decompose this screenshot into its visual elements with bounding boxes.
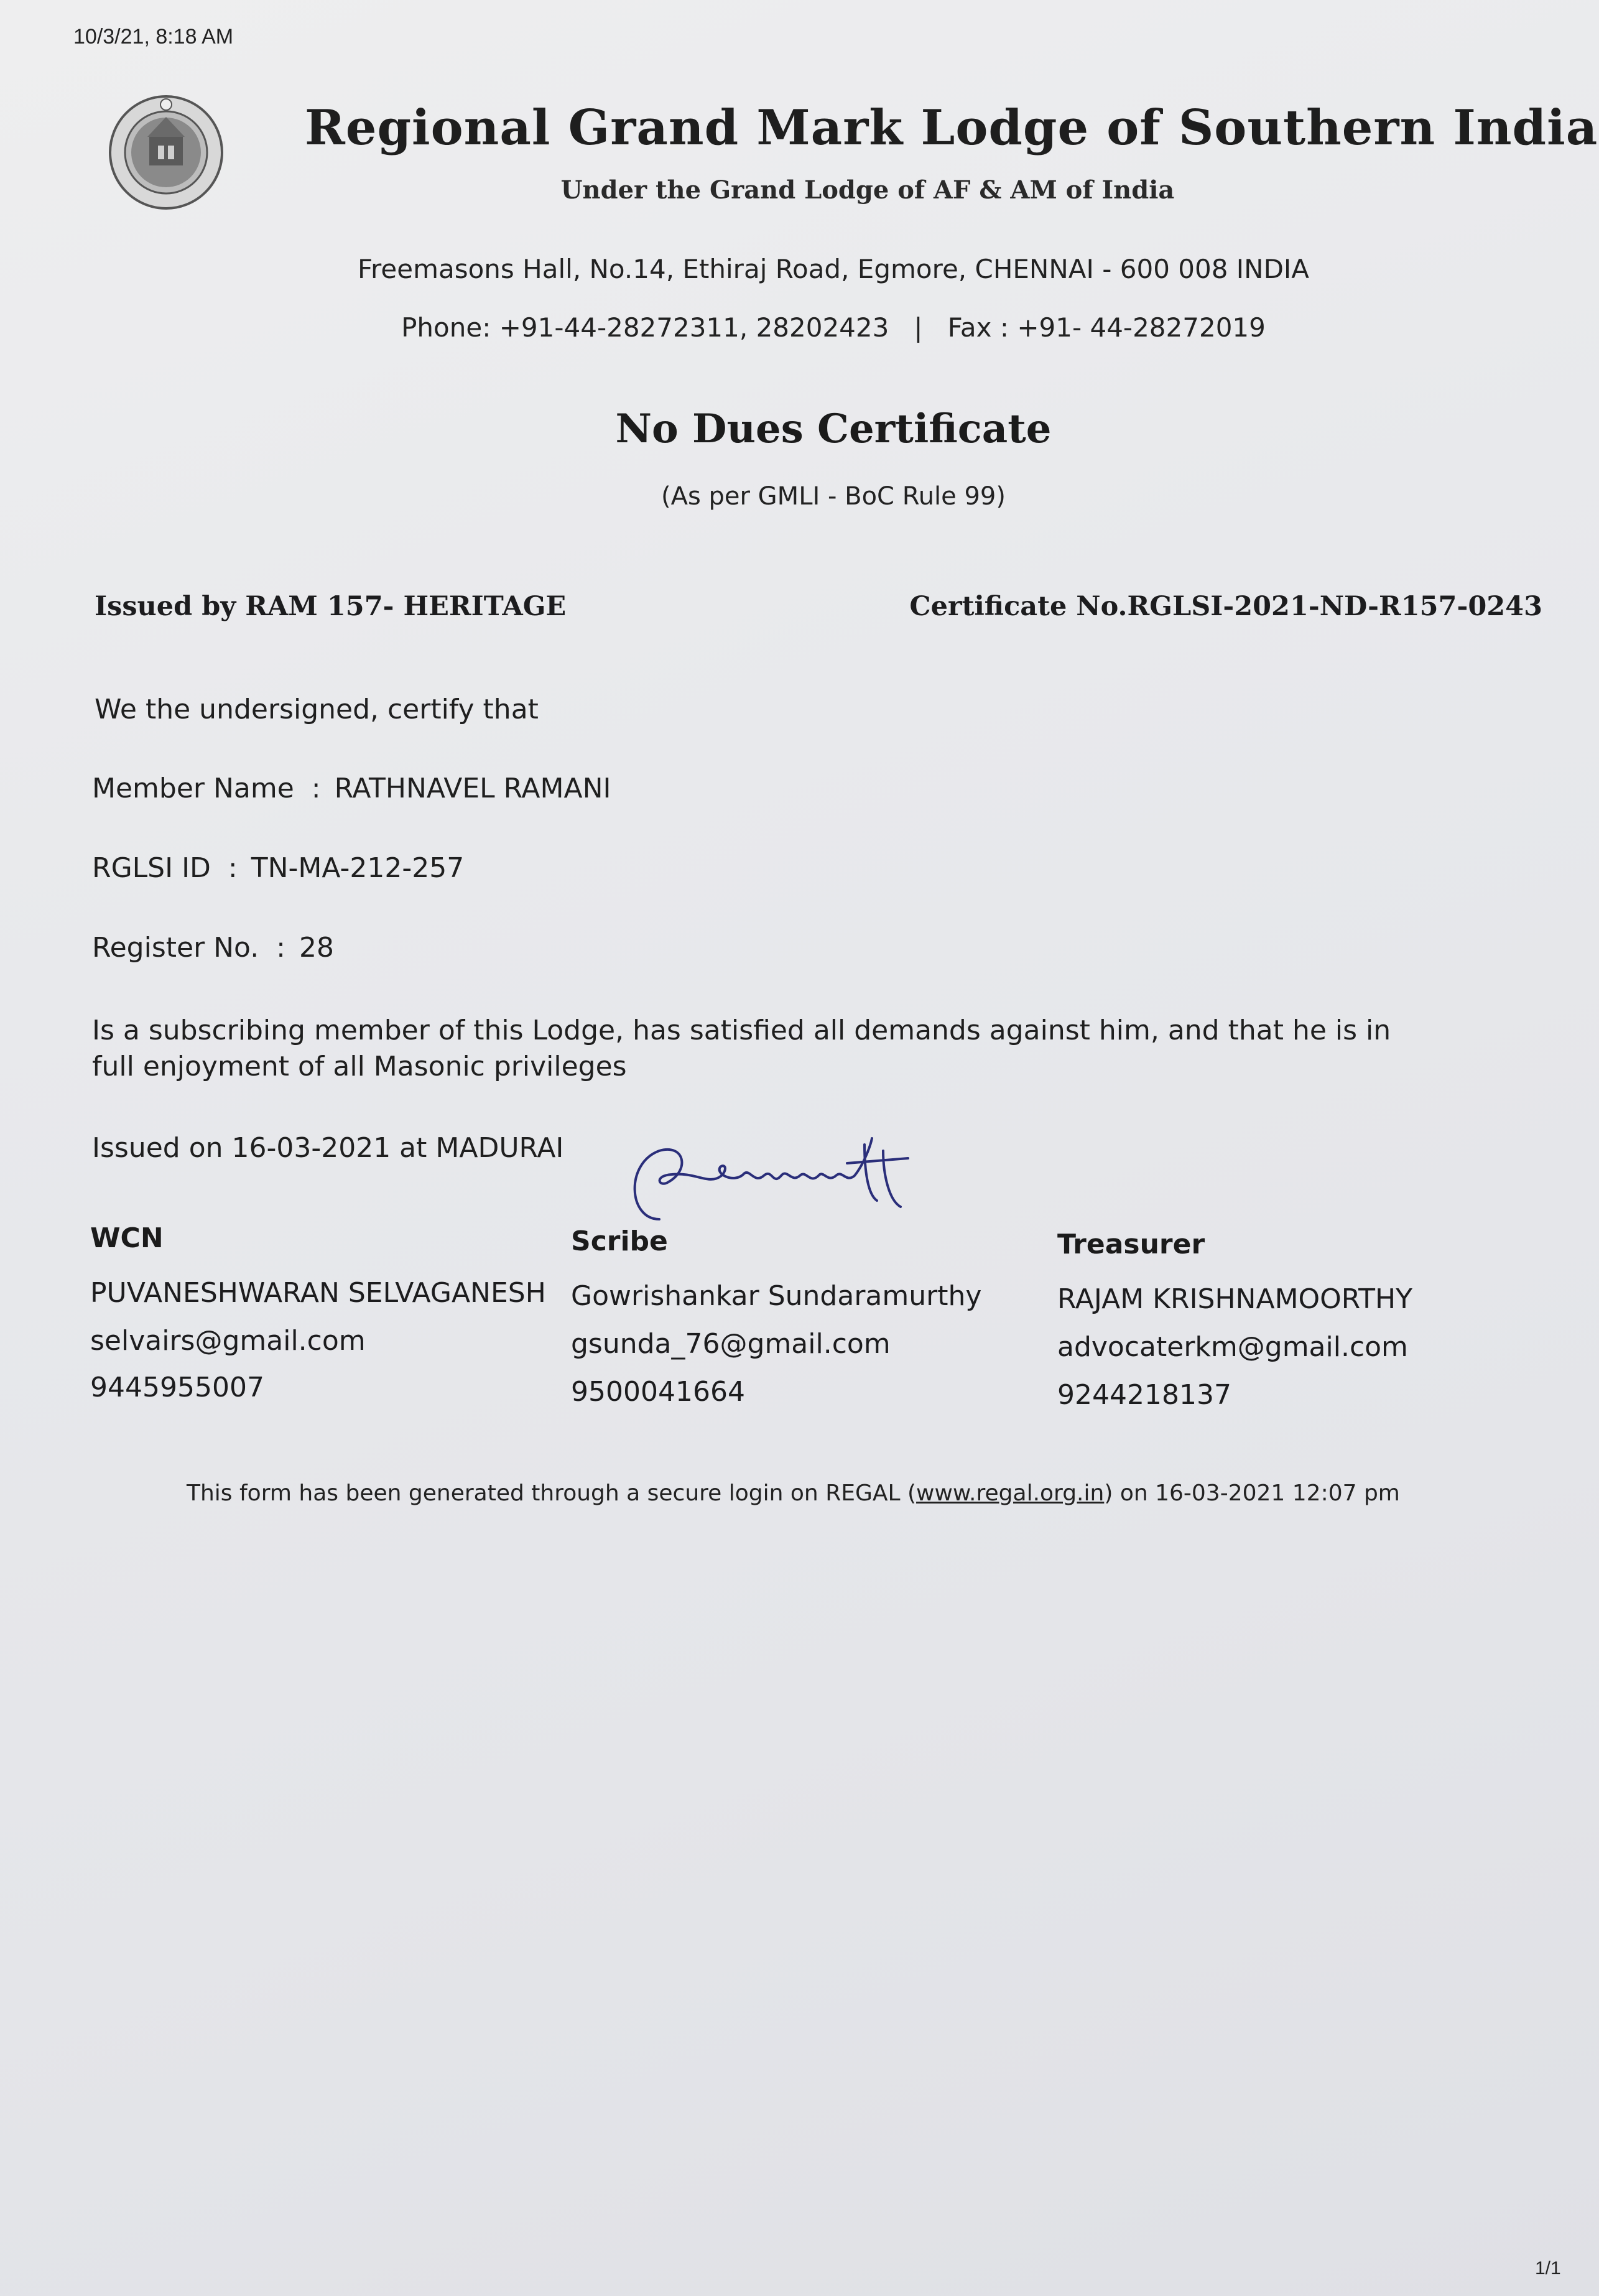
member-name-row bbox=[92, 773, 611, 804]
certify-intro: We the undersigned, certify that bbox=[95, 694, 539, 725]
generation-note bbox=[187, 1480, 1399, 1506]
treasurer-phone: 9244218137 bbox=[1057, 1379, 1231, 1411]
treasurer-email: advocaterkm@gmail.com bbox=[1057, 1331, 1408, 1363]
organization-address: Freemasons Hall, No.14, Ethiraj Road, Egmore, CHENNAI - 600 008 INDIA bbox=[357, 254, 1310, 284]
page-number: 1/1 bbox=[1535, 2258, 1561, 2279]
generation-note-suffix: ) on 16-03-2021 12:07 pm bbox=[1104, 1480, 1400, 1506]
scribe-name: Gowrishankar Sundaramurthy bbox=[571, 1280, 982, 1312]
lodge-seal-icon bbox=[107, 93, 225, 211]
certificate-title: No Dues Certificate bbox=[615, 406, 1052, 452]
organization-subtitle: Under the Grand Lodge of AF & AM of India bbox=[560, 175, 1175, 205]
treasurer-role: Treasurer bbox=[1057, 1229, 1205, 1260]
scribe-role: Scribe bbox=[571, 1225, 668, 1257]
member-name-label: Member Name : bbox=[92, 773, 321, 804]
scribe-phone: 9500041664 bbox=[571, 1376, 745, 1408]
register-no-label: Register No. : bbox=[92, 932, 285, 964]
scribe-email: gsunda_76@gmail.com bbox=[571, 1328, 891, 1360]
issued-by: Issued by RAM 157- HERITAGE bbox=[95, 591, 567, 622]
organization-name: Regional Grand Mark Lodge of Southern India bbox=[305, 100, 1598, 156]
rglsi-id-label: RGLSI ID : bbox=[92, 852, 238, 884]
wcn-name: PUVANESHWARAN SELVAGANESH bbox=[90, 1277, 546, 1309]
generation-note-prefix: This form has been generated through a secure login on REGAL ( bbox=[187, 1480, 917, 1506]
print-timestamp: 10/3/21, 8:18 AM bbox=[73, 25, 234, 49]
register-no-value: 28 bbox=[299, 932, 334, 964]
regal-website-link[interactable]: www.regal.org.in bbox=[916, 1480, 1105, 1506]
certificate-number: Certificate No.RGLSI-2021-ND-R157-0243 bbox=[909, 591, 1542, 622]
wcn-phone: 9445955007 bbox=[90, 1372, 264, 1403]
certification-statement: Is a subscribing member of this Lodge, has satisfied all demands against him, and that he is in full enjoyment of all Masonic privileges bbox=[92, 1015, 1391, 1082]
rglsi-id-row bbox=[92, 852, 464, 884]
organization-contact: Phone: +91-44-28272311, 28202423 | Fax : +91- 44-28272019 bbox=[401, 312, 1266, 343]
member-name-value: RATHNAVEL RAMANI bbox=[334, 773, 611, 804]
issued-on: Issued on 16-03-2021 at MADURAI bbox=[92, 1132, 564, 1164]
wcn-role: WCN bbox=[90, 1222, 164, 1254]
register-no-row bbox=[92, 932, 334, 964]
certificate-rule: (As per GMLI - BoC Rule 99) bbox=[661, 482, 1006, 511]
treasurer-name: RAJAM KRISHNAMOORTHY bbox=[1057, 1283, 1413, 1315]
rglsi-id-value: TN-MA-212-257 bbox=[251, 852, 465, 884]
wcn-email: selvairs@gmail.com bbox=[90, 1325, 366, 1357]
